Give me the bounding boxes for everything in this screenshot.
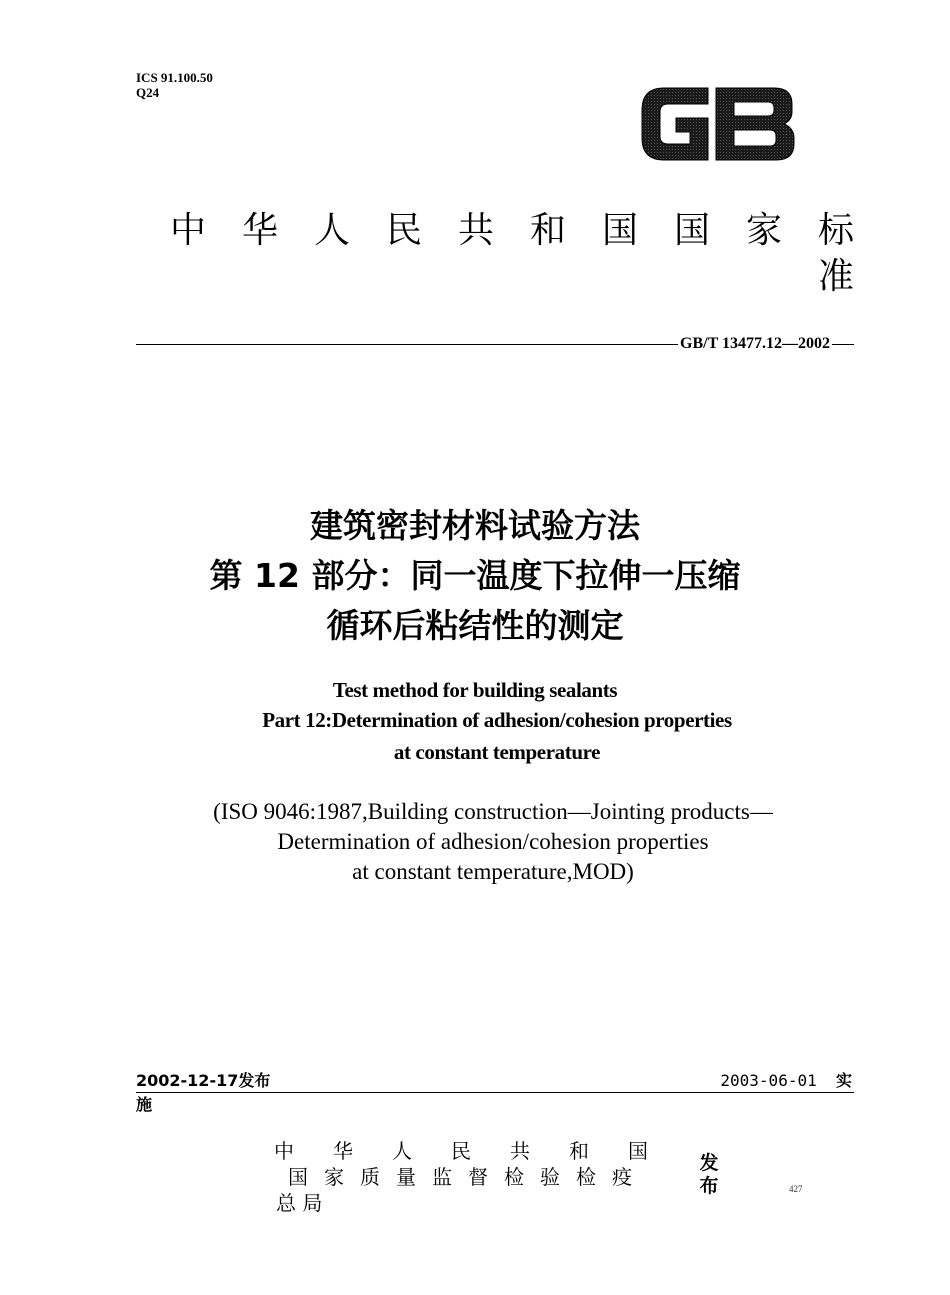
- iso-reference-line-2: Determination of adhesion/cohesion properties: [277, 829, 709, 854]
- page-number: 427: [789, 1184, 803, 1194]
- standard-number: GB/T 13477.12—2002: [680, 335, 830, 352]
- title-en-line-3: at constant temperature: [393, 740, 601, 764]
- implementation-label-wrap: 施: [136, 1095, 153, 1114]
- ics-code: ICS 91.100.50: [136, 70, 213, 85]
- title-zh-line-2: 第 12 部分：同一温度下拉伸一压缩: [209, 556, 741, 595]
- implementation-date: 2003-06-01 实: [720, 1071, 852, 1090]
- title-zh-line-1: 建筑密封材料试验方法: [310, 506, 640, 545]
- national-standard-title-wrap: 准: [817, 256, 854, 297]
- iso-reference-line-3: at constant temperature,MOD): [352, 859, 634, 884]
- gb-logo: [638, 82, 798, 166]
- title-zh-line-3: 循环后粘结性的测定: [326, 606, 624, 645]
- national-standard-title: 中 华 人 民 共 和 国 国 家 标: [170, 210, 854, 251]
- title-en-line-1: Test method for building sealants: [332, 678, 618, 702]
- title-en-line-2: Part 12:Determination of adhesion/cohesion properties: [262, 708, 732, 732]
- iso-reference-line-1: (ISO 9046:1987,Building construction—Jointing products—: [213, 799, 773, 824]
- issuer-line-3: 总 局: [276, 1191, 323, 1215]
- classification-codes: [136, 70, 213, 100]
- issue-date: 2002-12-17发布: [136, 1071, 271, 1090]
- issuer-line-2: 国 家 质 量 监 督 检 验 检 疫: [288, 1165, 632, 1189]
- issuer-line-1: 中 华 人 民 共 和 国: [274, 1139, 648, 1163]
- ccs-code: Q24: [136, 85, 160, 100]
- issued-label: 发 布: [699, 1152, 719, 1197]
- footer-rule: [136, 1092, 854, 1093]
